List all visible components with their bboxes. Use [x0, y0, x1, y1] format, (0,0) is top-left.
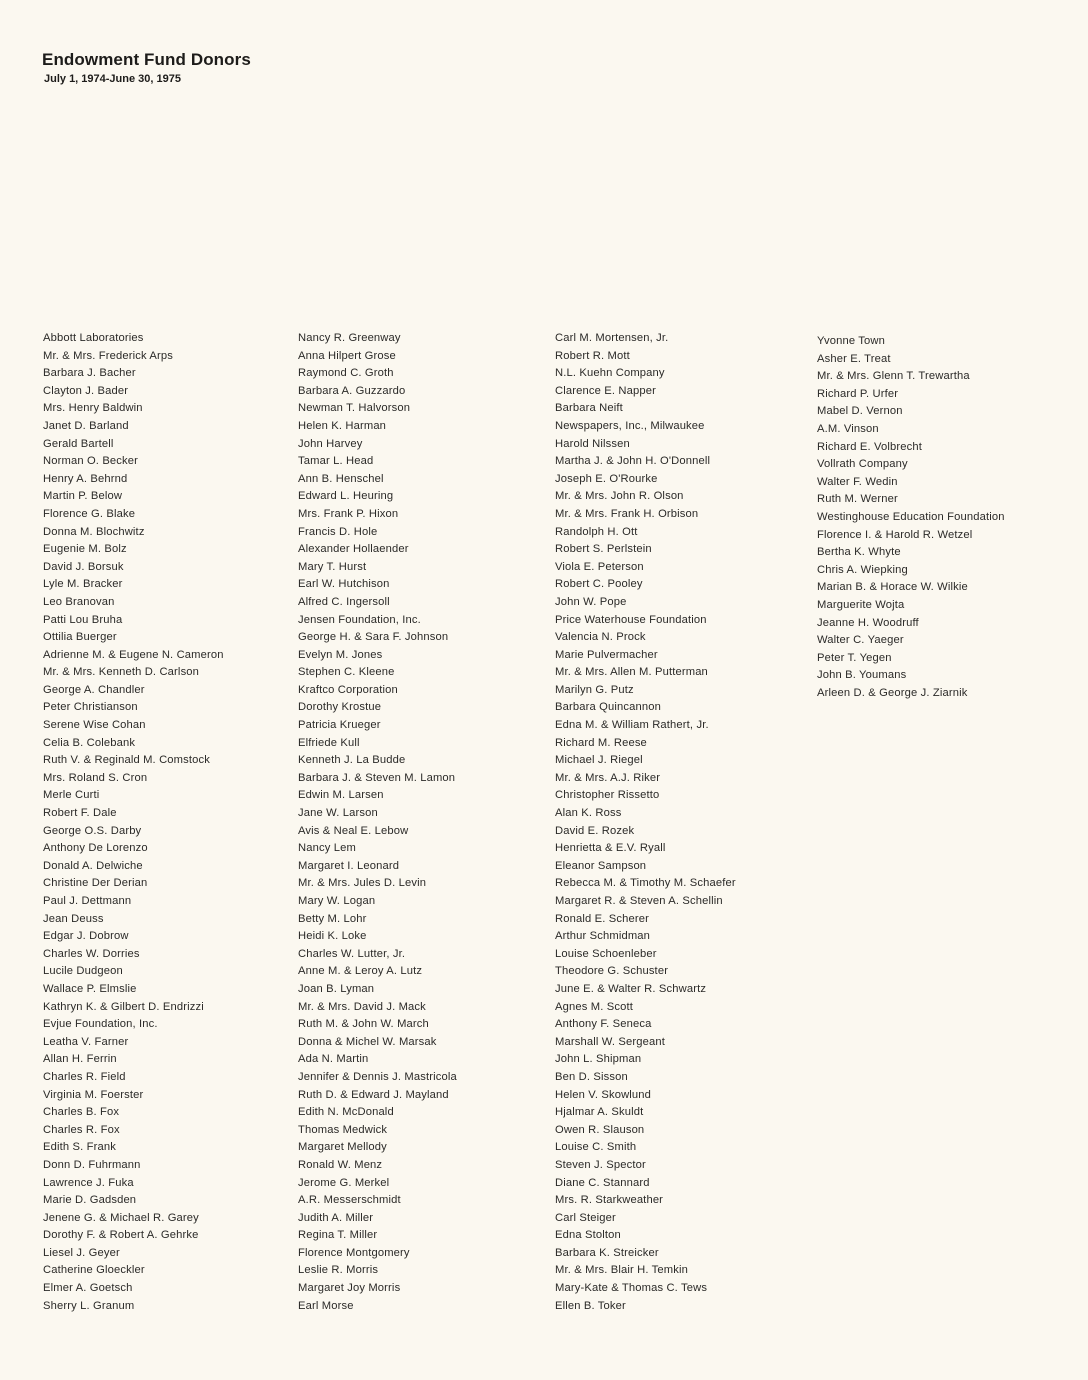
donor-name: Robert F. Dale — [43, 807, 117, 820]
donor-name: Clarence E. Napper — [555, 384, 656, 397]
donor-name: Jane W. Larson — [298, 807, 378, 820]
donor-name: Rebecca M. & Timothy M. Schaefer — [555, 877, 736, 890]
donor-name: Gerald Bartell — [43, 437, 114, 450]
donor-name: Virginia M. Foerster — [43, 1088, 144, 1101]
donor-name: George O.S. Darby — [43, 824, 142, 837]
donor-name: Betty M. Lohr — [298, 912, 367, 925]
donor-name: Mr. & Mrs. David J. Mack — [298, 1000, 426, 1013]
donor-name: Jennifer & Dennis J. Mastricola — [298, 1070, 457, 1083]
donor-name: Joseph E. O'Rourke — [555, 472, 658, 485]
donor-name: Newspapers, Inc., Milwaukee — [555, 419, 705, 432]
donor-name: Mr. & Mrs. Jules D. Levin — [298, 877, 427, 890]
donor-name: Jeanne H. Woodruff — [817, 616, 919, 629]
donor-name: Barbara J. & Steven M. Lamon — [298, 771, 456, 784]
donor-name: Nancy Lem — [298, 842, 356, 855]
donor-name: Marian B. & Horace W. Wilkie — [817, 581, 968, 594]
donor-name: Vollrath Company — [817, 458, 908, 471]
donor-name: Mr. & Mrs. Blair H. Temkin — [555, 1264, 688, 1277]
donor-name: Dorothy Krostue — [298, 701, 382, 714]
donor-column-2 — [298, 330, 457, 1315]
donor-name: Asher E. Treat — [817, 352, 891, 365]
donor-name: Carl M. Mortensen, Jr. — [555, 332, 669, 344]
donor-name: Viola E. Peterson — [555, 560, 644, 573]
donor-name: Newman T. Halvorson — [298, 402, 411, 415]
donor-name: Jenene G. & Michael R. Garey — [43, 1211, 199, 1224]
donor-name: Randolph H. Ott — [555, 525, 638, 538]
donor-name: Mrs. Roland S. Cron — [43, 771, 148, 784]
donor-name: Arleen D. & George J. Ziarnik — [817, 686, 968, 699]
donor-name: Norman O. Becker — [43, 455, 139, 468]
donor-name: Alan K. Ross — [555, 807, 622, 820]
donor-name: Charles R. Field — [43, 1070, 126, 1083]
donor-name: Florence Montgomery — [298, 1246, 410, 1259]
donor-name: Thomas Medwick — [298, 1123, 388, 1136]
donor-name: Dorothy F. & Robert A. Gehrke — [43, 1229, 199, 1242]
donor-name: Margaret Mellody — [298, 1141, 387, 1154]
donor-name: Mr. & Mrs. Frederick Arps — [43, 349, 173, 362]
donor-name: Alfred C. Ingersoll — [298, 595, 390, 608]
donor-name: Henry A. Behrnd — [43, 472, 128, 485]
donor-name: Serene Wise Cohan — [43, 719, 146, 732]
donor-name: Mrs. Frank P. Hixon — [298, 507, 399, 520]
donor-name: Regina T. Miller — [298, 1229, 378, 1242]
donor-column-4 — [817, 333, 1005, 702]
donor-name: Walter C. Yaeger — [817, 634, 904, 647]
donor-name: Michael J. Riegel — [555, 754, 643, 767]
donor-name: Florence G. Blake — [43, 507, 136, 520]
donor-name: Leslie R. Morris — [298, 1264, 379, 1277]
donor-name: Edith N. McDonald — [298, 1106, 394, 1119]
donor-name: Donn D. Fuhrmann — [43, 1158, 141, 1171]
donor-name: Evelyn M. Jones — [298, 648, 383, 661]
donor-name: John B. Youmans — [817, 669, 907, 682]
donor-name: Adrienne M. & Eugene N. Cameron — [43, 648, 224, 661]
donor-name: Raymond C. Groth — [298, 367, 394, 380]
donor-name: Robert R. Mott — [555, 349, 630, 362]
donor-column-1 — [43, 330, 224, 1315]
donor-name: June E. & Walter R. Schwartz — [555, 982, 707, 995]
donor-name: Martin P. Below — [43, 490, 123, 503]
donor-name: Ada N. Martin — [298, 1053, 369, 1066]
donor-name: Richard E. Volbrecht — [817, 440, 922, 453]
donor-name: Carl Steiger — [555, 1211, 616, 1224]
donor-name: Price Waterhouse Foundation — [555, 613, 707, 626]
donor-name: Catherine Gloeckler — [43, 1264, 145, 1277]
donor-name: Janet D. Barland — [43, 419, 129, 432]
donor-name: Margaret Joy Morris — [298, 1282, 401, 1295]
donor-name: Ruth M. Werner — [817, 493, 898, 506]
donor-name: Ellen B. Toker — [555, 1299, 626, 1312]
donor-name: Anna Hilpert Grose — [298, 349, 396, 362]
donor-name: David J. Borsuk — [43, 560, 124, 573]
donor-name: Chris A. Wiepking — [817, 563, 908, 576]
donor-name: Donna M. Blochwitz — [43, 525, 145, 538]
donor-name: A.R. Messerschmidt — [298, 1194, 401, 1207]
donor-name: Diane C. Stannard — [555, 1176, 650, 1189]
donor-name: Clayton J. Bader — [43, 384, 129, 397]
donor-name: Donna & Michel W. Marsak — [298, 1035, 437, 1048]
donor-name: Mrs. R. Starkweather — [555, 1194, 664, 1207]
donor-name: Lucile Dudgeon — [43, 965, 123, 978]
donor-name: A.M. Vinson — [817, 422, 879, 435]
donor-name: Liesel J. Geyer — [43, 1246, 120, 1259]
donor-name: Wallace P. Elmslie — [43, 982, 137, 995]
donor-name: Christopher Rissetto — [555, 789, 660, 802]
donor-name: Judith A. Miller — [298, 1211, 374, 1224]
donor-name: Marie Pulvermacher — [555, 648, 658, 661]
donor-name: Anthony De Lorenzo — [43, 842, 148, 855]
donor-name: Edward L. Heuring — [298, 490, 394, 503]
donor-name: Donald A. Delwiche — [43, 859, 143, 872]
donor-name: Mr. & Mrs. Glenn T. Trewartha — [817, 370, 970, 383]
donor-name: Valencia N. Prock — [555, 631, 646, 644]
donor-name: Robert C. Pooley — [555, 578, 643, 591]
donor-name: Eugenie M. Bolz — [43, 543, 127, 556]
donor-name: Elfriede Kull — [298, 736, 360, 749]
donor-name: Mr. & Mrs. Allen M. Putterman — [555, 666, 708, 679]
donor-name: Edna Stolton — [555, 1229, 621, 1242]
donor-name: Jensen Foundation, Inc. — [298, 613, 421, 626]
donor-name: Mr. & Mrs. A.J. Riker — [555, 771, 661, 784]
donor-name: Nancy R. Greenway — [298, 332, 401, 344]
donor-name: Barbara A. Guzzardo — [298, 384, 406, 397]
donor-name: Peter T. Yegen — [817, 651, 892, 664]
donor-name: Walter F. Wedin — [817, 475, 898, 488]
donor-name: Charles B. Fox — [43, 1106, 120, 1119]
donor-name: Edith S. Frank — [43, 1141, 116, 1154]
page-title: Endowment Fund Donors — [42, 50, 251, 69]
donor-name: Ottilia Buerger — [43, 631, 117, 644]
donor-name: Ronald W. Menz — [298, 1158, 383, 1171]
donor-name: Helen V. Skowlund — [555, 1088, 652, 1101]
donor-name: Anne M. & Leroy A. Lutz — [298, 965, 423, 978]
donor-name: Ben D. Sisson — [555, 1070, 628, 1083]
donor-name: Kenneth J. La Budde — [298, 754, 406, 767]
donor-name: Steven J. Spector — [555, 1158, 646, 1171]
donor-name: Sherry L. Granum — [43, 1299, 135, 1312]
donor-name: Theodore G. Schuster — [555, 965, 669, 978]
donor-name: Avis & Neal E. Lebow — [298, 824, 409, 837]
donor-name: Ann B. Henschel — [298, 472, 384, 485]
donor-name: Florence I. & Harold R. Wetzel — [817, 528, 973, 541]
donor-name: Earl Morse — [298, 1299, 354, 1312]
donor-name: Charles W. Dorries — [43, 947, 140, 960]
donor-name: Elmer A. Goetsch — [43, 1282, 133, 1295]
donor-name: Charles W. Lutter, Jr. — [298, 947, 406, 960]
donor-name: Barbara Quincannon — [555, 701, 661, 714]
donor-name: George H. & Sara F. Johnson — [298, 631, 449, 644]
donor-name: Kathryn K. & Gilbert D. Endrizzi — [43, 1000, 204, 1013]
donor-name: Alexander Hollaender — [298, 543, 409, 556]
donor-name: Margaret R. & Steven A. Schellin — [555, 895, 723, 907]
donor-name: Helen K. Harman — [298, 419, 387, 432]
donor-name: Yvonne Town — [817, 335, 885, 347]
donor-name: Marie D. Gadsden — [43, 1194, 137, 1207]
donor-name: Lawrence J. Fuka — [43, 1176, 134, 1189]
donor-name: Martha J. & John H. O'Donnell — [555, 455, 711, 468]
donor-name: Harold Nilssen — [555, 437, 630, 450]
donor-name: Barbara Neift — [555, 402, 623, 415]
donor-name: Ruth M. & John W. March — [298, 1018, 429, 1031]
donor-name: Mary-Kate & Thomas C. Tews — [555, 1282, 708, 1295]
donor-name: Louise Schoenleber — [555, 947, 657, 960]
donor-name: Mary T. Hurst — [298, 560, 367, 573]
donor-name: Mr. & Mrs. Kenneth D. Carlson — [43, 666, 200, 679]
donor-name: Christine Der Derian — [43, 877, 148, 890]
donor-name: Merle Curti — [43, 789, 100, 802]
donor-name: Anthony F. Seneca — [555, 1018, 652, 1031]
donor-name: Mabel D. Vernon — [817, 405, 903, 418]
donor-name: Marshall W. Sergeant — [555, 1035, 665, 1048]
donor-name: N.L. Kuehn Company — [555, 367, 665, 380]
donor-name: Charles R. Fox — [43, 1123, 120, 1136]
donor-name: Edwin M. Larsen — [298, 789, 384, 802]
donor-name: Joan B. Lyman — [298, 982, 375, 995]
donor-name: Lyle M. Bracker — [43, 578, 123, 591]
donor-name: Abbott Laboratories — [43, 332, 144, 344]
donor-name: Tamar L. Head — [298, 455, 374, 468]
donor-name: Edna M. & William Rathert, Jr. — [555, 719, 709, 732]
donor-name: Agnes M. Scott — [555, 1000, 633, 1013]
donor-name: Barbara K. Streicker — [555, 1246, 659, 1259]
donor-name: Patricia Krueger — [298, 719, 381, 732]
donor-name: Kraftco Corporation — [298, 683, 398, 696]
donor-name: Margaret I. Leonard — [298, 859, 400, 872]
donor-name: Marguerite Wojta — [817, 598, 905, 611]
donor-name: Louise C. Smith — [555, 1141, 637, 1154]
donor-name: Francis D. Hole — [298, 525, 378, 538]
donor-name: Richard M. Reese — [555, 736, 647, 749]
donor-name: George A. Chandler — [43, 683, 145, 696]
date-range-subtitle: July 1, 1974-June 30, 1975 — [44, 73, 181, 85]
donor-name: Owen R. Slauson — [555, 1123, 645, 1136]
donor-name: Mr. & Mrs. John R. Olson — [555, 490, 684, 503]
donor-name: Peter Christianson — [43, 701, 138, 714]
donor-name: Earl W. Hutchison — [298, 578, 390, 591]
donor-name: Jerome G. Merkel — [298, 1176, 390, 1189]
donor-name: John L. Shipman — [555, 1053, 642, 1066]
donor-name: Ruth D. & Edward J. Mayland — [298, 1088, 449, 1101]
donor-name: Edgar J. Dobrow — [43, 930, 129, 943]
donor-name: Heidi K. Loke — [298, 930, 367, 943]
donor-name: Hjalmar A. Skuldt — [555, 1106, 644, 1119]
donor-name: Eleanor Sampson — [555, 859, 647, 872]
donor-name: Bertha K. Whyte — [817, 546, 901, 559]
donor-name: Leo Branovan — [43, 595, 115, 608]
donor-name: Allan H. Ferrin — [43, 1053, 117, 1066]
donor-name: John W. Pope — [555, 595, 627, 608]
donor-name: Patti Lou Bruha — [43, 613, 123, 626]
donor-name: Ruth V. & Reginald M. Comstock — [43, 754, 210, 767]
donor-name: Marilyn G. Putz — [555, 683, 634, 696]
donor-name: John Harvey — [298, 437, 363, 450]
donor-name: Mrs. Henry Baldwin — [43, 402, 143, 415]
donor-name: Jean Deuss — [43, 912, 104, 925]
donor-name: Mr. & Mrs. Frank H. Orbison — [555, 507, 699, 520]
donor-name: Leatha V. Farner — [43, 1035, 129, 1048]
donor-name: Arthur Schmidman — [555, 930, 651, 943]
donor-name: Evjue Foundation, Inc. — [43, 1018, 158, 1031]
donor-name: Richard P. Urfer — [817, 387, 899, 400]
donor-name: Robert S. Perlstein — [555, 543, 652, 556]
donor-name: David E. Rozek — [555, 824, 635, 837]
donor-name: Westinghouse Education Foundation — [817, 510, 1005, 523]
donor-name: Stephen C. Kleene — [298, 666, 395, 679]
donor-column-3 — [555, 330, 736, 1315]
donor-name: Henrietta & E.V. Ryall — [555, 842, 666, 855]
donor-name: Paul J. Dettmann — [43, 895, 132, 907]
donor-name: Barbara J. Bacher — [43, 367, 136, 380]
donor-name: Ronald E. Scherer — [555, 912, 649, 925]
donor-name: Celia B. Colebank — [43, 736, 136, 749]
donor-name: Mary W. Logan — [298, 895, 376, 907]
